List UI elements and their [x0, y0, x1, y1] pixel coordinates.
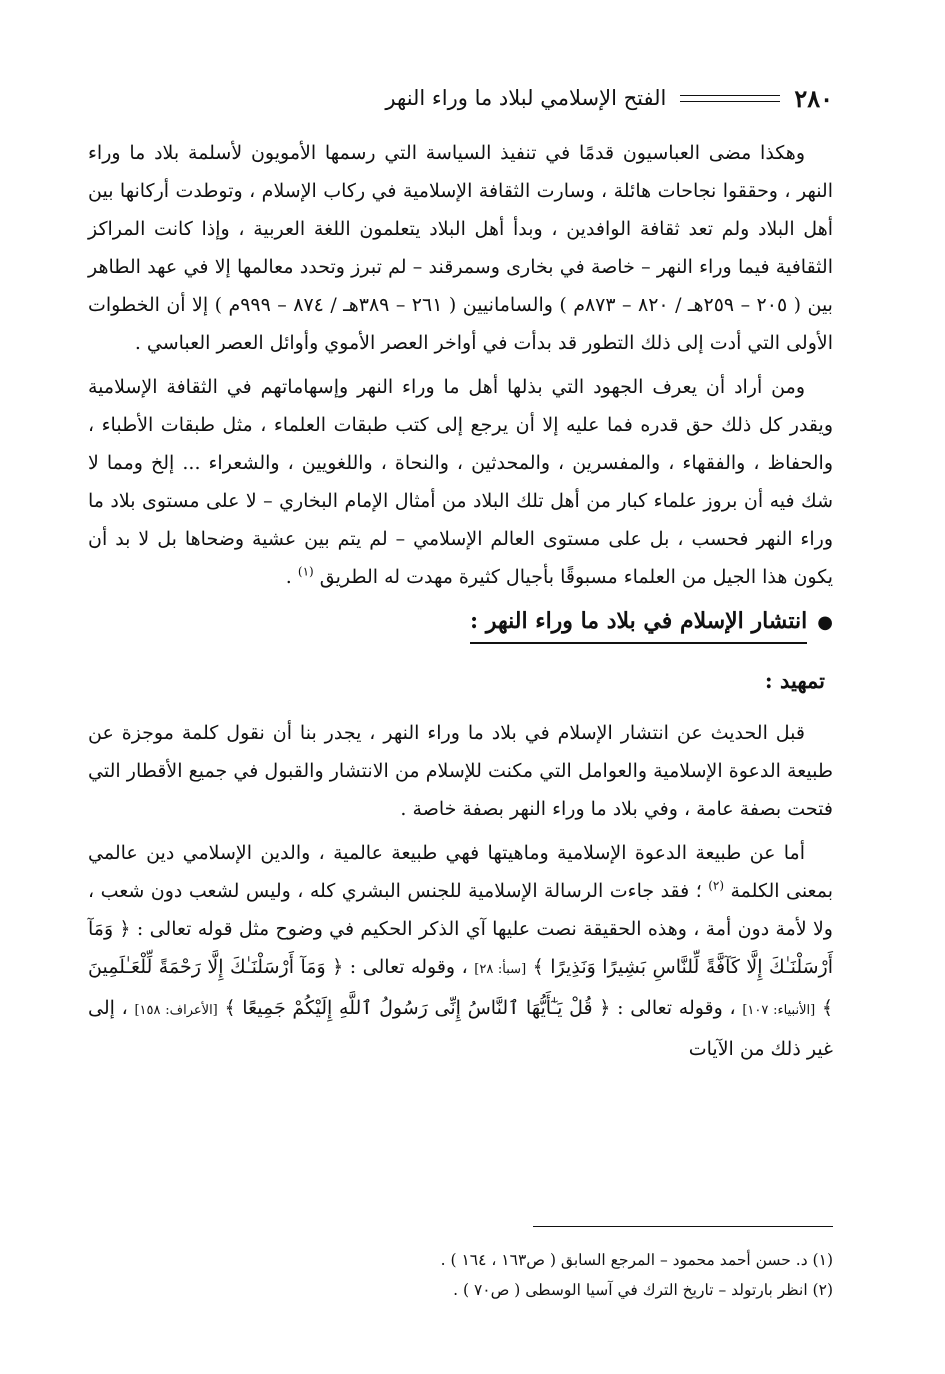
body-text: [88, 134, 833, 1074]
paragraph-4-part-e: ، إلى غير ذلك من الآيات: [88, 997, 833, 1060]
paragraph-4-part-b: ؛ فقد جاءت الرسالة الإسلامية للجنس البشري كله ، وليس لشعب دون شعب ، ولا لأمة دون أمة ، وهذه الحقيقة نصت عليها آي الذكر الحكيم في وضوح مثل قوله تعالى :: [88, 880, 833, 940]
sub-heading: تمهيد :: [764, 668, 825, 693]
running-header: [88, 78, 833, 118]
quran-verse-1: ﴿ وَمَآ أَرْسَلْنَـٰكَ إِلَّا كَآفَّةً لِّلنَّاسِ بَشِيرًا وَنَذِيرًا ﴾: [88, 918, 834, 978]
paragraph-2: ومن أراد أن يعرف الجهود التي بذلها أهل ما وراء النهر وإسهاماتهم في الثقافة الإسلامية ويقدر كل ذلك حق قدره فما عليه إلا أن يرجع إلى كتب طبقات العلماء ، مثل طبقات الأطباء ، والحفاظ ، والفقهاء ، والمفسرين ، والمحدثين ، والنحاة ، واللغويين ، والشعراء ... إلخ ومما لا شك فيه أن بروز علماء كبار من أهل تلك البلاد من أمثال الإمام البخاري – لا على مستوى بلاد ما وراء النهر فحسب ، بل على مستوى العالم الإسلامي – لم يتم بين عشية وضحاها بل لا بد أن يكون هذا الجيل من العلماء مسبوقًا بأجيال كثيرة مهدت له الطريق $^{(١)}$ .: [88, 376, 833, 588]
quran-verse-2: ﴿ وَمَآ أَرْسَلْنَـٰكَ إِلَّا رَحْمَةً لِّلْعَـٰلَمِينَ ﴾: [88, 956, 834, 1019]
paragraph-4-part-a: أما عن طبيعة الدعوة الإسلامية وماهيتها فهي طبيعة عالمية ، والدين الإسلامي دين عالمي بمعنى الكلمة: [88, 842, 833, 902]
paragraph-2-text: ومن أراد أن يعرف الجهود التي بذلها أهل ما وراء النهر وإسهاماتهم في الثقافة الإسلامية ويقدر كل ذلك حق قدره فما عليه إلا أن يرجع إلى كتب طبقات العلماء ، مثل طبقات الأطباء ، والحفاظ ، والفقهاء ، والمفسرين ، والمحدثين ، والنحاة ، واللغويين ، والشعراء ... إلخ ومما لا شك فيه أن بروز علماء كبار من أهل تلك البلاد من أمثال الإمام البخاري – لا على مستوى بلاد ما وراء النهر فحسب ، بل على مستوى العالم الإسلامي – لم يتم بين عشية وضحاها بل لا بد أن يكون هذا الجيل من العلماء مسبوقًا بأجيال كثيرة مهدت له الطريق: [88, 376, 833, 588]
paragraph-4: [88, 834, 833, 1068]
paragraph-1: وهكذا مضى العباسيون قدمًا في تنفيذ السياسة التي رسمها الأمويون لأسلمة بلاد ما وراء النهر ، وحققوا نجاحات هائلة ، وسارت الثقافة الإسلامية في ركاب الإسلام ، وتوطدت أركانها بين أهل البلاد ولم تعد ثقافة الوافدين ، وبدأ أهل البلاد يتعلمون اللغة العربية ، وإذا كانت المراكز الثقافية فيما وراء النهر – خاصة في بخارى وسمرقند – لم تبرز وتحدد معالمها إلا في عهد الطاهر بين ( ٢٠٥ – ٢٥٩هـ / ٨٢٠ – ٨٧٣م ) والسامانيين ( ٢٦١ – ٣٨٩هـ / ٨٧٤ – ٩٩٩م ) إلا أن الخطوات الأولى التي أدت إلى ذلك التطور قد بدأت في أواخر العصر الأموي وأوائل العصر العباسي .: [88, 142, 833, 354]
verse-ref-2: [الأنبياء: ١٠٧]: [742, 1003, 816, 1018]
section-heading-text: انتشار الإسلام في بلاد ما وراء النهر :: [470, 602, 807, 644]
bullet-icon: ●: [817, 612, 833, 633]
verse-ref-1: [سبأ: ٢٨]: [474, 962, 527, 977]
quran-verse-3: ﴿ قُلْ يَـٰٓأَيُّهَا ٱلنَّاسُ إِنِّى رَسُولُ ٱللَّهِ إِلَيْكُمْ جَمِيعًا ﴾: [224, 997, 611, 1019]
book-title: الفتح الإسلامي لبلاد ما وراء النهر: [385, 86, 667, 110]
footnote-mark-1[interactable]: (١): [297, 564, 314, 579]
paragraph-4-part-c: ، وقوله تعالى :: [349, 956, 468, 978]
footnotes: [440, 1226, 833, 1305]
paragraph-3: قبل الحديث عن انتشار الإسلام في بلاد ما وراء النهر ، يجدر بنا أن نقول كلمة موجزة عن طبيعة الدعوة الإسلامية والعوامل التي مكنت للإسلام من الانتشار والقبول في جميع الأقطار التي فتحت بصفة عامة ، وفي بلاد ما وراء النهر بصفة خاصة .: [88, 722, 833, 820]
page-number: ٢٨٠: [794, 83, 833, 113]
paragraph-4-part-d: ، وقوله تعالى :: [617, 997, 736, 1019]
section-heading: [88, 602, 833, 644]
footnote-mark-2[interactable]: (٢): [708, 878, 725, 893]
header-rule: [680, 95, 780, 102]
footnote-1: (١) د. حسن أحمد محمود – المرجع السابق ( ص١٦٣ ، ١٦٤ ) .: [440, 1251, 833, 1269]
verse-ref-3: [الأعراف: ١٥٨]: [134, 1003, 218, 1018]
footnote-2: (٢) انظر بارتولد – تاريخ الترك في آسيا الوسطى ( ص٧٠ ) .: [453, 1281, 833, 1299]
